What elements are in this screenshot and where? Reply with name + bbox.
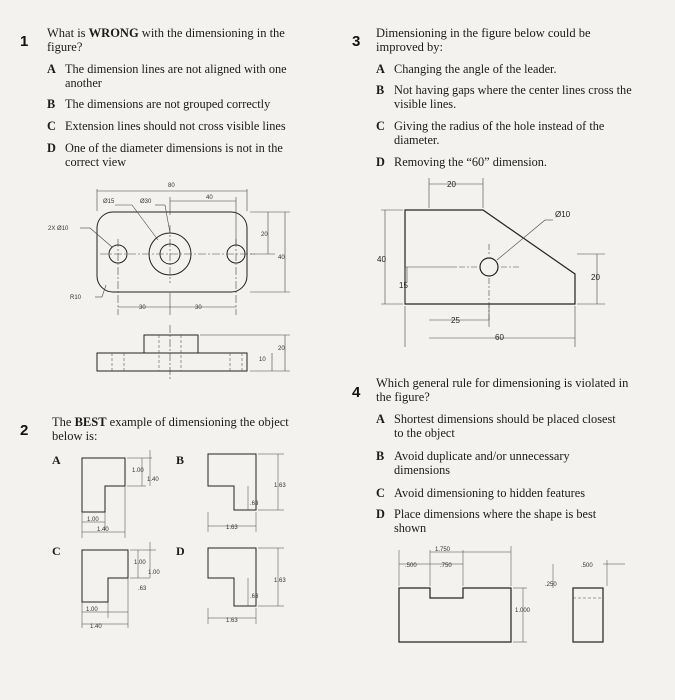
question-3-figure (365, 172, 640, 352)
dim-15: 15 (399, 281, 408, 290)
dim-1-40: 1.40 (97, 527, 109, 533)
dim-20-right: 20 (591, 273, 600, 282)
question-3-option-b[interactable] (376, 83, 646, 111)
dim-1-00: 1.00 (86, 607, 98, 613)
question-2-prompt (52, 415, 312, 443)
dim-40-top: 40 (206, 195, 213, 201)
option-letter: D (376, 155, 385, 169)
dim-0-250: .250 (545, 582, 557, 588)
option-letter: B (47, 97, 56, 111)
question-1-figure (40, 175, 310, 390)
option-text: The dimensions are not grouped correctly (65, 97, 271, 111)
option-text: Place dimensions where the shape is best shown (394, 507, 597, 535)
dim-1-63: 1.63 (226, 525, 238, 531)
option-letter: C (47, 119, 56, 133)
dim-10-front: 10 (259, 357, 266, 363)
dim-1-40-v: 1.40 (147, 477, 159, 483)
option-letter: C (376, 119, 385, 133)
dim-1-00-v: 1.00 (134, 560, 146, 566)
question-4-option-d[interactable] (376, 507, 646, 535)
prompt-text: example of dimensioning the object below is: (52, 415, 289, 443)
dim-0-63: .63 (250, 501, 259, 507)
side-view (573, 588, 603, 642)
dim-0-500: .500 (405, 563, 417, 569)
dim-dia30: Ø30 (140, 199, 152, 205)
option-text: Giving the radius of the hole instead of the diameter. (394, 119, 605, 147)
dim-60: 60 (495, 333, 504, 342)
prompt-text: with the dimensioning in the figure? (47, 26, 285, 54)
l-shape-outline (208, 454, 256, 510)
dim-0-500-side: .500 (581, 563, 593, 569)
front-view (399, 588, 511, 642)
option-text: Changing the angle of the leader. (394, 62, 557, 76)
option-letter: A (376, 62, 385, 76)
prompt-emphasis: BEST (74, 415, 107, 429)
dim-2x-dia10: 2X Ø10 (48, 226, 69, 232)
question-4-number: 4 (352, 384, 361, 401)
dim-1-40-v: 1.00 (148, 570, 160, 576)
question-3-option-c[interactable] (376, 119, 646, 147)
dim-30-left: 30 (139, 305, 146, 311)
question-2-option-a[interactable]: A (52, 453, 61, 467)
option-letter: B (376, 83, 385, 97)
option-text: Removing the “60” dimension. (394, 155, 548, 169)
prompt-text: The (52, 415, 75, 429)
l-shape-outline (82, 458, 125, 512)
plate-outline (97, 212, 247, 292)
question-3-option-a[interactable] (376, 62, 646, 76)
dim-1-63: 1.63 (226, 618, 238, 624)
dim-1-00: 1.00 (87, 517, 99, 523)
dim-1-63-v: 1.63 (274, 578, 286, 584)
option-text: Extension lines should not cross visible lines (65, 119, 286, 133)
dim-1-000: 1.000 (515, 608, 531, 614)
option-text: Shortest dimensions should be placed closest to the object (394, 412, 616, 440)
dim-1-00-v: 1.00 (132, 468, 144, 474)
l-shape-outline (208, 548, 256, 606)
question-2-option-c[interactable]: C (52, 544, 61, 558)
dim-40-right: 40 (278, 255, 285, 261)
l-shape-outline (82, 550, 128, 602)
dim-0-63: .63 (250, 594, 259, 600)
question-4-prompt: Which general rule for dimensioning is violated in the figure? (376, 376, 629, 404)
dim-25: 25 (451, 316, 460, 325)
front-boss (144, 335, 198, 353)
part-outline (405, 210, 575, 304)
question-4-figure (385, 540, 645, 650)
option-letter: C (376, 486, 385, 500)
dim-30-right: 30 (195, 305, 202, 311)
option-text: One of the diameter dimensions is not in the correct view (65, 141, 283, 169)
question-4-option-c[interactable] (376, 486, 646, 500)
question-2-number: 2 (20, 422, 29, 439)
question-2-figure-a (70, 450, 170, 540)
dim-dia15: Ø15 (103, 199, 115, 205)
question-1-prompt (47, 26, 307, 54)
question-2-option-d[interactable]: D (176, 544, 185, 558)
hole (480, 258, 498, 276)
prompt-emphasis: WRONG (88, 26, 139, 40)
question-3-option-d[interactable] (376, 155, 646, 169)
option-text: The dimension lines are not aligned with one another (65, 62, 287, 90)
prompt-text: What is (47, 26, 89, 40)
question-1-option-b[interactable] (47, 97, 317, 111)
dim-0-63: .63 (138, 586, 147, 592)
question-4-option-b[interactable] (376, 449, 646, 477)
option-letter: D (47, 141, 56, 155)
option-letter: A (47, 62, 56, 76)
dim-r10: R10 (70, 295, 82, 301)
question-2-figure-b (198, 450, 298, 540)
dim-1-63-v: 1.63 (274, 483, 286, 489)
option-letter: D (376, 507, 385, 521)
dim-40: 40 (377, 255, 386, 264)
question-1-number: 1 (20, 33, 29, 50)
question-2-figure-c (70, 542, 170, 632)
option-letter: B (376, 449, 385, 463)
option-text: Not having gaps where the center lines cross the visible lines. (394, 83, 632, 111)
front-base (97, 353, 247, 371)
dim-80: 80 (168, 183, 175, 189)
question-2-option-b[interactable]: B (176, 453, 185, 467)
dim-20-top: 20 (447, 180, 456, 189)
question-1-option-c[interactable] (47, 119, 317, 133)
question-1-option-d[interactable] (47, 141, 317, 169)
question-1-option-a[interactable] (47, 62, 297, 90)
question-3-number: 3 (352, 33, 361, 50)
dim-0-750: .750 (440, 563, 452, 569)
question-3-prompt: Dimensioning in the figure below could be improved by: (376, 26, 591, 54)
option-text: Avoid dimensioning to hidden features (394, 486, 586, 500)
question-2-figure-d (198, 542, 298, 632)
dim-20-front: 20 (278, 346, 285, 352)
dim-1-40: 1.40 (90, 624, 102, 630)
dim-1-750: 1.750 (435, 547, 451, 553)
dim-dia10: Ø10 (555, 210, 571, 219)
question-4-option-a[interactable] (376, 412, 646, 440)
option-letter: A (376, 412, 385, 426)
dim-20-right: 20 (261, 232, 268, 238)
option-text: Avoid duplicate and/or unnecessary dimensions (394, 449, 570, 477)
